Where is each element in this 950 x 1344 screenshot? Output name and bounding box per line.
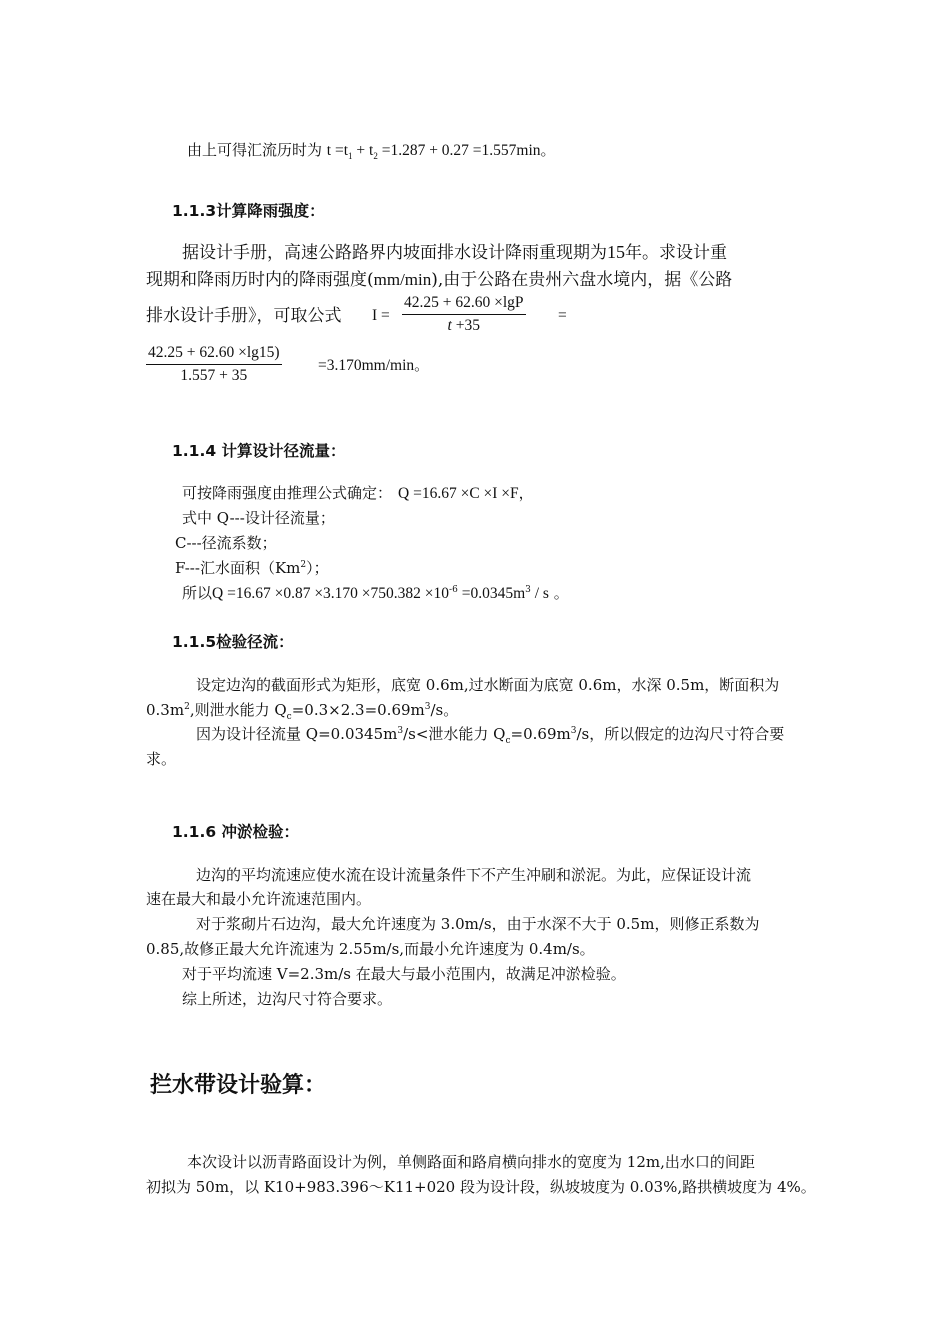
heading-1-1-5: 1.1.5检验径流：	[172, 633, 294, 651]
check-runoff-line-1: 设定边沟的截面形式为矩形，底宽 0.6m,过水断面为底宽 0.6m，水深 0.5m，断面积为	[196, 676, 780, 694]
runoff-result-line: 所以$Q =16.67 \times 0.87 \times 3.170 \times 750.382 \times 10^{-6} =0.0345m^3 / s$ 。	[182, 584, 569, 602]
intensity-formula-fraction	[402, 294, 526, 335]
heading-1-1-4: 1.1.4 计算设计径流量：	[172, 442, 346, 460]
intensity-symbol: I =	[372, 307, 390, 324]
runoff-q-definition: 式中 Q---设计径流量；	[182, 509, 335, 527]
scour-check-line-5: 对于平均流速 V=2.3m/s 在最大与最小范围内，故满足冲淤检验。	[182, 965, 626, 983]
rain-intensity-para-line-2: 现期和降雨历时内的降雨强度(mm/min),由于公路在贵州六盘水境内，据《公路	[146, 270, 733, 290]
intensity-value-denominator: 1.557 + 35	[180, 367, 248, 384]
heading-1-1-3: 1.1.3计算降雨强度：	[172, 202, 325, 220]
check-runoff-line-3: 因为设计径流量 $Q=0.0345m^3/s<$泄水能力 $Q_c=0.69m^3/s$，所以假定的边沟尺寸符合要	[196, 725, 785, 746]
rain-intensity-para-line-3: 排水设计手册》，可取公式	[146, 306, 342, 326]
intensity-formula-denominator: t +35	[447, 317, 480, 334]
intensity-formula-numerator: 42.25 + 62.60 ×lgP	[402, 294, 526, 315]
check-runoff-line-4: 求。	[146, 750, 177, 768]
intensity-value-numerator: 42.25 + 62.60 ×lg15)	[146, 344, 282, 365]
scour-check-line-3: 对于浆砌片石边沟，最大允许速度为 3.0m/s，由于水深不大于 0.5m，则修正系数为	[196, 915, 760, 933]
runoff-c-definition: C---径流系数；	[175, 534, 277, 552]
heading-curb-design: 拦水带设计验算：	[150, 1073, 327, 1098]
runoff-f-definition: F---汇水面积（Km$^2$）；	[175, 559, 329, 577]
rain-intensity-para-line-1: 据设计手册，高速公路路界内坡面排水设计降雨重现期为15年。求设计重	[182, 242, 727, 263]
scour-check-line-1: 边沟的平均流速应使水流在设计流量条件下不产生冲刷和淤泥。为此，应保证设计流	[196, 866, 752, 884]
scour-check-line-4: 0.85,故修正最大允许流速为 2.55m/s,而最小允许速度为 0.4m/s。	[146, 940, 595, 958]
runoff-formula-line: 可按降雨强度由推理公式确定： Q =16.67 ×C ×I ×F，	[182, 484, 534, 502]
concentration-time-intro: 由上可得汇流历时为	[187, 141, 327, 159]
intensity-value-fraction	[146, 344, 282, 385]
scour-check-line-6: 综上所述，边沟尺寸符合要求。	[182, 990, 393, 1008]
curb-design-line-2: 初拟为 50m，以 K10+983.396～K11+020 段为设计段，纵坡坡度为 0.03%,路拱横坡度为 4%。	[146, 1178, 816, 1196]
concentration-time-tail: 。	[540, 141, 556, 159]
concentration-time-line	[187, 141, 556, 160]
concentration-time-formula: $t =t_1 + t_2 =1.287 + 0.27 =1.557\min$	[326, 142, 541, 162]
intensity-result: =3.170mm/min。	[318, 356, 430, 374]
scour-check-line-2: 速在最大和最小允许流速范围内。	[146, 890, 372, 908]
check-runoff-line-2: $0.3m^2$,则泄水能力 $Q_c=0.3\times 2.3=0.69m^3/s$。	[146, 701, 459, 722]
intensity-equals-sign: =	[558, 307, 567, 324]
heading-1-1-6: 1.1.6 冲淤检验：	[172, 823, 300, 841]
curb-design-line-1: 本次设计以沥青路面设计为例，单侧路面和路肩横向排水的宽度为 12m,出水口的间距	[187, 1153, 755, 1171]
